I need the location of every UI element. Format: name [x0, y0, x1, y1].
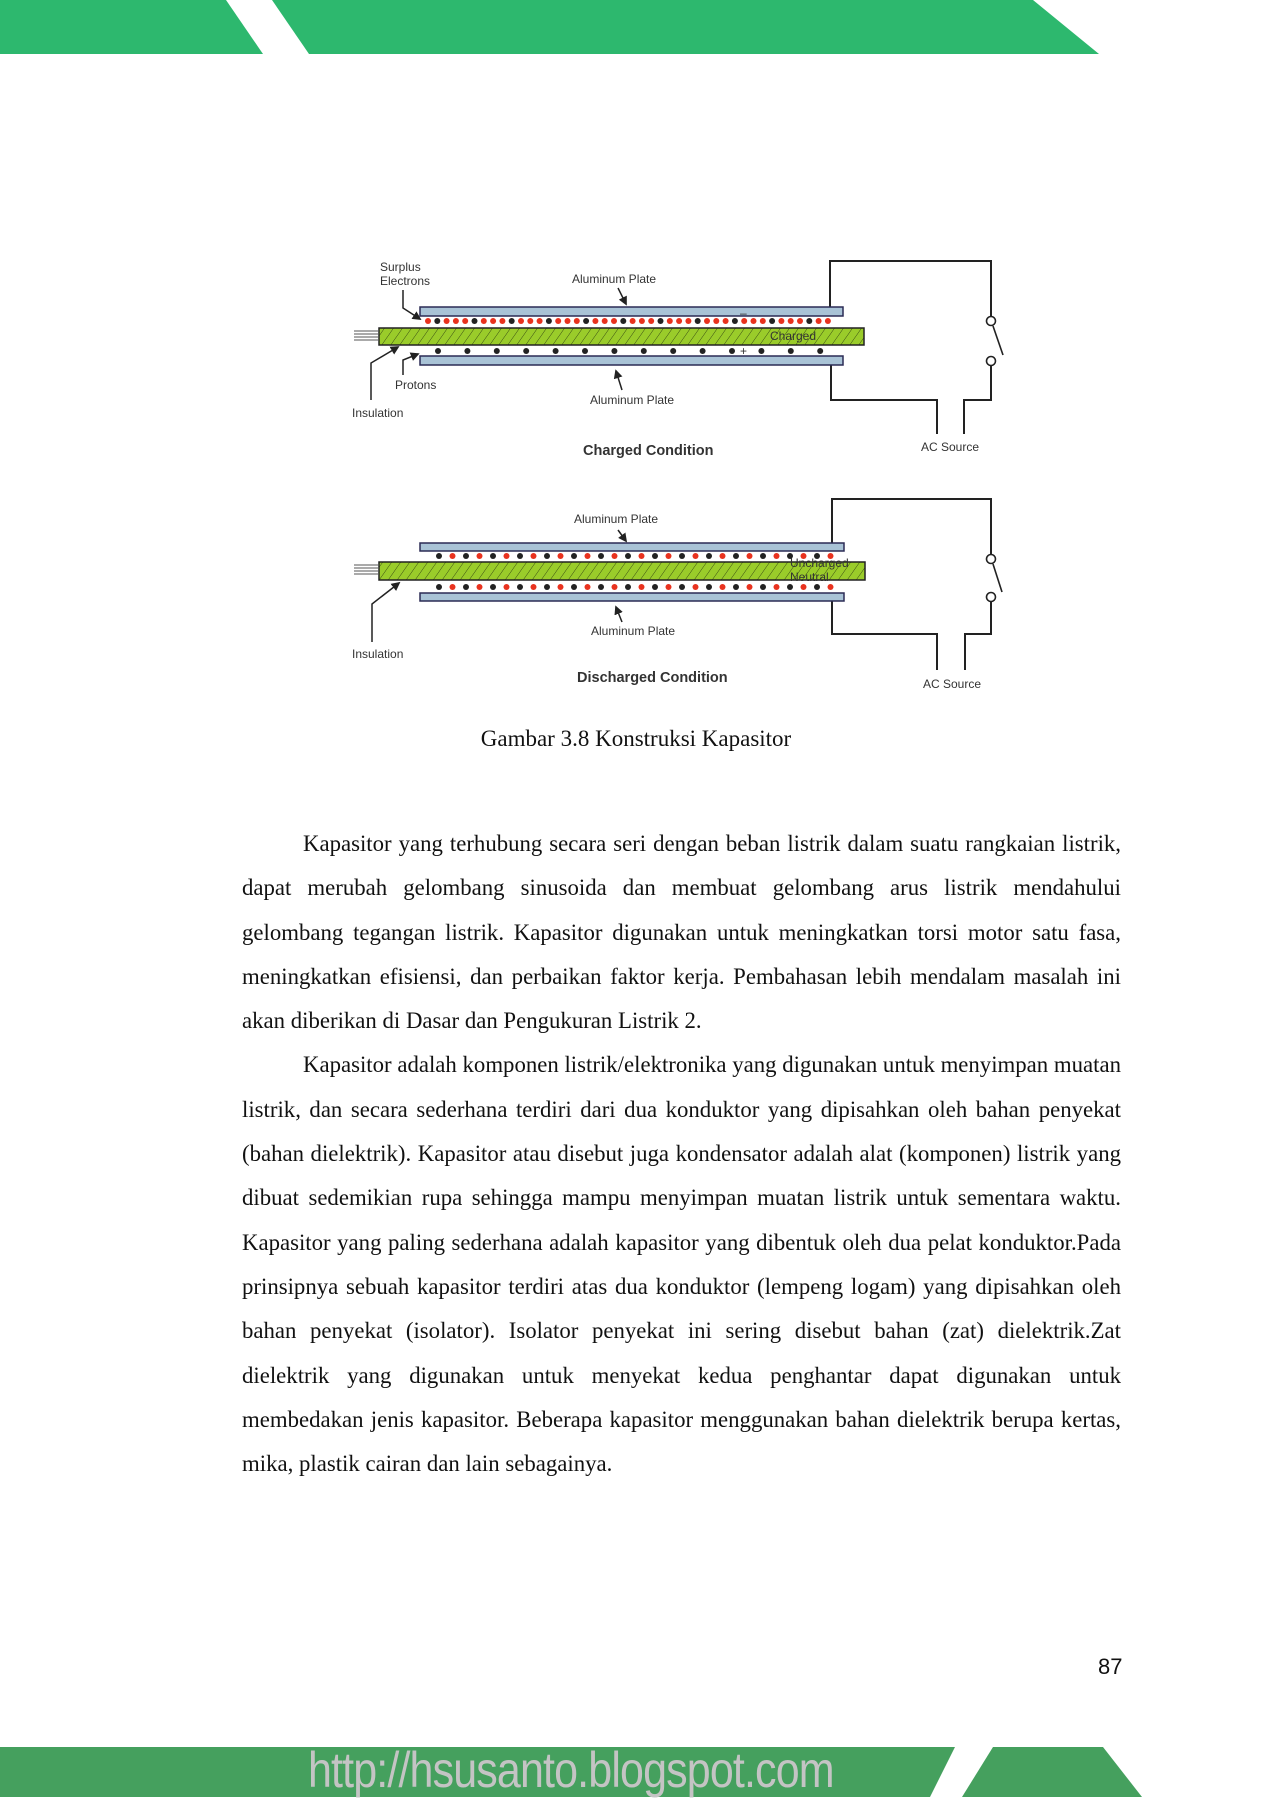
proton-dot [695, 318, 701, 324]
electron-dot [760, 318, 766, 324]
electron-dot [713, 318, 719, 324]
discharged-condition-title: Discharged Condition [577, 670, 728, 686]
proton-dot [490, 584, 496, 590]
proton-dot [582, 348, 588, 354]
proton-dot [611, 348, 617, 354]
electron-dot [704, 318, 710, 324]
proton-dot [817, 348, 823, 354]
electron-dot [612, 553, 618, 559]
electron-dot [774, 584, 780, 590]
electron-dot [592, 318, 598, 324]
paragraph: Kapasitor adalah komponen listrik/elektronika yang digunakan untuk menyimpan muatan listrik, dan secara sederhana terdiri dari dua konduktor yang dipisahkan oleh bahan penyekat (bahan dielektrik). Kapasitor atau disebut juga kondensator adalah alat (komponen) listrik yang dibuat sedemikian rupa sehingga mampu menyimpan muatan listrik untuk sementara waktu. Kapasitor yang paling sederhana adalah kapasitor yang dibentuk oleh dua pelat konduktor.Pada prinsipnya sebuah kapasitor terdiri atas dua konduktor (lempeng logam) yang dipisahkan oleh bahan penyekat (isolator). Isolator penyekat ini sering disebut bahan (zat) dielektrik.Zat dielektrik yang digunakan untuk menyekat kedua penghantar dapat digunakan untuk membedakan jenis kapasitor. Beberapa kapasitor menggunakan bahan dielektrik berupa kertas, mika, plastik cairan dan lain sebagainya. [242, 1052, 1121, 1477]
electron-dot [639, 318, 645, 324]
electron-dot [537, 318, 543, 324]
circuit-wire-bottom [832, 593, 937, 670]
arrow-protons [403, 354, 418, 375]
electron-dot [490, 318, 496, 324]
aluminum-plate-top [420, 543, 844, 551]
arrow-insulation [372, 583, 399, 642]
electron-dot [585, 584, 591, 590]
charge-row-top [436, 553, 834, 559]
proton-dot [625, 584, 631, 590]
paragraph: Kapasitor yang terhubung secara seri dengan beban listrik dalam suatu rangkaian listrik, dapat merubah gelombang sinusoida dan membuat gelombang arus listrik mendahului gelombang tegangan listrik. Kapasitor digunakan untuk meningkatkan torsi motor satu fasa, meningkatkan efisiensi, dan perbaikan faktor kerja. Pembahasan lebih mendalam masalah ini akan diberikan di Dasar dan Pengukuran Listrik 2. [242, 831, 1121, 1034]
proton-dot [434, 318, 440, 324]
proton-dot [787, 584, 793, 590]
label-plate-top: Aluminum Plate [572, 272, 657, 286]
discharged-diagram [352, 499, 1002, 691]
header-band-left [0, 0, 263, 54]
proton-dot [620, 318, 626, 324]
label-uncharged: Uncharged [790, 556, 849, 570]
proton-dot [729, 348, 735, 354]
label-ac-source: AC Source [923, 677, 982, 691]
label-plus: + [740, 344, 748, 358]
label-minus: – [740, 306, 747, 320]
proton-dot [652, 553, 658, 559]
electron-dot [611, 318, 617, 324]
proton-dot [517, 553, 523, 559]
circuit-wire-right [965, 602, 991, 670]
proton-dot [571, 553, 577, 559]
proton-dot [733, 584, 739, 590]
electron-dot [801, 584, 807, 590]
electron-dot [450, 584, 456, 590]
proton-dot [544, 584, 550, 590]
electron-dot [747, 584, 753, 590]
arrow-plate-bottom [616, 371, 622, 390]
electron-dot [504, 584, 510, 590]
switch-contact-bottom [987, 357, 996, 366]
proton-dot [490, 553, 496, 559]
proton-dot [436, 584, 442, 590]
proton-dot [706, 584, 712, 590]
proton-dot [769, 318, 775, 324]
proton-dot [598, 584, 604, 590]
electron-dot [499, 318, 505, 324]
electron-dot [450, 553, 456, 559]
proton-dot [435, 348, 441, 354]
electron-dot [531, 584, 537, 590]
proton-dot [679, 584, 685, 590]
switch-lever [993, 564, 1002, 592]
proton-dot [641, 348, 647, 354]
footer-band-right [962, 1747, 1142, 1797]
circuit-wire-top [832, 499, 991, 555]
electron-dot [565, 318, 571, 324]
charge-row-top [425, 318, 831, 324]
electron-dot [531, 553, 537, 559]
proton-dot [760, 553, 766, 559]
electron-dot [639, 553, 645, 559]
electron-dot [685, 318, 691, 324]
electron-dot [720, 584, 726, 590]
lead-wires [354, 331, 379, 340]
circuit-wire-right [964, 366, 991, 434]
electron-dot [774, 553, 780, 559]
circuit-wire-bottom [831, 356, 937, 434]
proton-dot [571, 584, 577, 590]
electron-dot [481, 318, 487, 324]
proton-dot [494, 348, 500, 354]
figure-caption: Gambar 3.8 Konstruksi Kapasitor [480, 726, 792, 751]
proton-dot [463, 584, 469, 590]
label-surplus-electrons-1: Surplus [380, 260, 421, 274]
electron-dot [453, 318, 459, 324]
electron-dot [602, 318, 608, 324]
label-plate-bottom: Aluminum Plate [591, 624, 676, 638]
proton-dot [814, 584, 820, 590]
aluminum-plate-top [420, 307, 843, 316]
proton-dot [598, 553, 604, 559]
proton-dot [464, 348, 470, 354]
electron-dot [751, 318, 757, 324]
proton-dot [517, 584, 523, 590]
electron-dot [639, 584, 645, 590]
header-band-right [272, 0, 1099, 54]
electron-dot [612, 584, 618, 590]
electron-dot [477, 584, 483, 590]
electron-dot [667, 318, 673, 324]
aluminum-plate-bottom [420, 593, 844, 601]
proton-dot [472, 318, 478, 324]
proton-dot [806, 318, 812, 324]
body-text [242, 822, 1121, 1486]
electron-dot [666, 584, 672, 590]
switch-contact-bottom [987, 593, 996, 602]
electron-dot [558, 584, 564, 590]
electron-dot [504, 553, 510, 559]
electron-dot [462, 318, 468, 324]
proton-dot [670, 348, 676, 354]
electron-dot [816, 318, 822, 324]
arrow-plate-top [618, 288, 626, 304]
charged-condition-title: Charged Condition [583, 443, 714, 459]
proton-dot [544, 553, 550, 559]
charged-diagram [352, 260, 1003, 459]
label-insulation: Insulation [352, 406, 404, 420]
electron-dot [555, 318, 561, 324]
arrow-surplus [403, 290, 420, 319]
arrow-plate-top [618, 530, 626, 541]
proton-dot [436, 553, 442, 559]
capacitor-figure [340, 250, 1020, 700]
watermark-url[interactable]: http://hsusanto.blogspot.com [308, 1742, 834, 1798]
label-insulation: Insulation [352, 647, 404, 661]
proton-dot [758, 348, 764, 354]
electron-dot [797, 318, 803, 324]
electron-dot [828, 584, 834, 590]
electron-dot [825, 318, 831, 324]
electron-dot [518, 318, 524, 324]
charge-row-bottom [435, 348, 823, 354]
electron-dot [558, 553, 564, 559]
proton-dot [463, 553, 469, 559]
electron-dot [693, 584, 699, 590]
proton-dot [523, 348, 529, 354]
proton-dot [706, 553, 712, 559]
electron-dot [585, 553, 591, 559]
proton-dot [509, 318, 515, 324]
electron-dot [747, 553, 753, 559]
electron-dot [630, 318, 636, 324]
lead-wires [354, 565, 379, 574]
electron-dot [527, 318, 533, 324]
proton-dot [679, 553, 685, 559]
proton-dot [700, 348, 706, 354]
proton-dot [652, 584, 658, 590]
switch-contact-top [987, 555, 996, 564]
label-ac-source: AC Source [921, 440, 980, 454]
electron-dot [676, 318, 682, 324]
proton-dot [546, 318, 552, 324]
proton-dot [658, 318, 664, 324]
page-number: 87 [1098, 1654, 1123, 1679]
switch-contact-top [987, 317, 996, 326]
proton-dot [553, 348, 559, 354]
electron-dot [778, 318, 784, 324]
electron-dot [723, 318, 729, 324]
proton-dot [625, 553, 631, 559]
electron-dot [425, 318, 431, 324]
label-protons: Protons [395, 378, 437, 392]
label-charged: Charged [770, 329, 817, 343]
proton-dot [732, 318, 738, 324]
proton-dot [788, 348, 794, 354]
proton-dot [583, 318, 589, 324]
label-surplus-electrons-2: Electrons [380, 274, 431, 288]
arrow-plate-bottom [616, 607, 622, 622]
aluminum-plate-bottom [420, 356, 843, 365]
electron-dot [477, 553, 483, 559]
arrow-insulation [371, 347, 398, 400]
switch-lever [993, 326, 1003, 355]
electron-dot [693, 553, 699, 559]
electron-dot [720, 553, 726, 559]
circuit-wire-top [830, 261, 991, 316]
label-plate-bottom: Aluminum Plate [590, 393, 675, 407]
electron-dot [648, 318, 654, 324]
electron-dot [788, 318, 794, 324]
proton-dot [733, 553, 739, 559]
electron-dot [666, 553, 672, 559]
electron-dot [444, 318, 450, 324]
label-plate-top: Aluminum Plate [574, 512, 659, 526]
label-neutral: Neutral [790, 570, 829, 584]
electron-dot [574, 318, 580, 324]
charge-row-bottom [436, 584, 834, 590]
header-band [0, 0, 1272, 54]
proton-dot [760, 584, 766, 590]
